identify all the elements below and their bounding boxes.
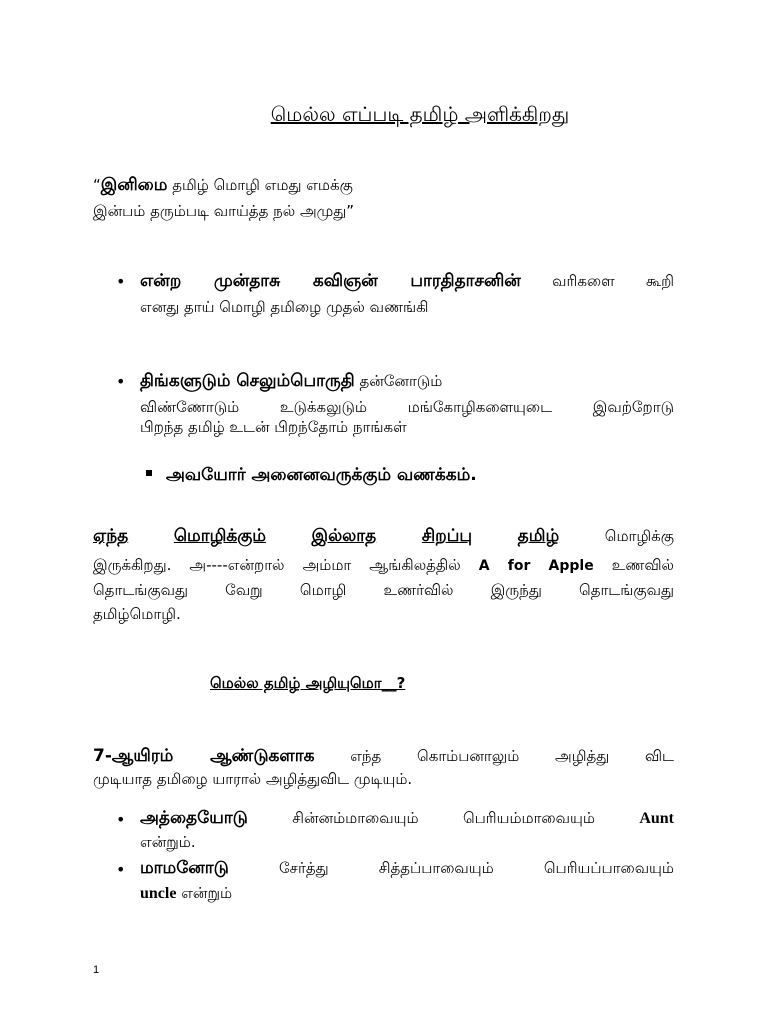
para-2-line-1 <box>93 745 674 767</box>
relation-2-bold: மாமனோடு <box>140 858 229 878</box>
square-bullet <box>146 470 152 476</box>
quote-line-1 <box>93 174 353 196</box>
quote-line-1-rest: தமிழ் மொழி எமது எமக்கு <box>167 176 353 194</box>
bullet-2-bold: திங்களுடும் செலும்பொருதி <box>140 371 355 391</box>
relation-1-rest: சின்னம்மாவையும் பெரியம்மாவையும் <box>247 809 640 827</box>
para-2-line-2: முடியாத தமிழை யாரால் அழித்துவிட முடியும். <box>93 770 413 788</box>
para-1-word: மொழிக்கு <box>604 527 674 545</box>
quote-bold-word: இனிமை <box>100 175 168 195</box>
para-1-line-4: தமிழ்மொழி. <box>93 605 181 623</box>
quote-open-mark: “ <box>93 176 101 194</box>
relation-1-line-1 <box>140 807 674 830</box>
page-title: மெல்ல எப்படி தமிழ் அளிக்கிறது <box>270 102 570 126</box>
bullet-1-line-1 <box>140 270 674 292</box>
para-1-word: மொழிக்கும் <box>173 526 266 546</box>
para-1-line-1 <box>93 525 674 547</box>
relation-1-bold: அத்தையோடு <box>140 808 248 828</box>
bullet-2-line-2: விண்ணோடும் உடுக்கலுடும் மங்கோழிகளையுடை இவற்றோடு <box>140 398 674 416</box>
aunt-word: Aunt <box>639 810 674 827</box>
para-1-word: சிறப்பு <box>421 526 473 546</box>
bullet-dot: • <box>116 860 126 879</box>
para-2-rest: எந்த கொம்பனாலும் அழித்து விட <box>314 747 674 765</box>
bullet-2-line-3: பிறந்த தமிழ் உடன் பிறந்தோம் நாங்கள் <box>140 418 407 436</box>
page-number: 1 <box>93 964 100 976</box>
relation-2-line-2 <box>140 882 232 905</box>
para-1-word: தமிழ் <box>517 526 560 546</box>
a-for-apple: A for Apple <box>478 558 594 574</box>
relation-2-rest: சேர்த்து சித்தப்பாவையும் பெரியப்பாவையும் <box>228 859 674 877</box>
bullet-2-line-1 <box>140 370 442 392</box>
bullet-2-rest: தன்னோடும் <box>354 372 443 390</box>
para-1-line-2-c: உணவில் <box>593 556 675 574</box>
relation-2-line-2-rest: என்றும் <box>176 884 233 902</box>
bullet-1-line-2: எனது தாய் மொழி தமிழை முதல் வணங்கி <box>140 298 429 316</box>
uncle-word: uncle <box>140 885 177 902</box>
relation-1-line-2: என்றும். <box>140 833 196 851</box>
bullet-1-bold: என்ற முன்தாசு கவிஞன் பாரதிதாசனின் <box>140 271 521 291</box>
section-heading: மெல்ல தமிழ் அழியுமொ__? <box>210 674 406 692</box>
quote-line-2: இன்பம் தரும்படி வாய்த்த நல் அமுது” <box>93 202 355 220</box>
greeting-line: அவயோர் அனைனவருக்கும் வணக்கம். <box>166 465 477 485</box>
para-1-line-3: தொடங்குவது வேறு மொழி உணர்வில் இருந்து தொடங்குவது <box>93 581 674 599</box>
para-1-word: ஏந்த <box>93 526 129 546</box>
bullet-dot: • <box>116 272 126 291</box>
para-1-word: இல்லாத <box>311 526 377 546</box>
bullet-1-rest: வரிகளை கூறி <box>520 272 674 290</box>
para-2-bold: 7-ஆயிரம் ஆண்டுகளாக <box>93 746 315 766</box>
para-1-line-2 <box>93 554 674 577</box>
bullet-dot: • <box>116 810 126 829</box>
relation-2-line-1 <box>140 857 674 879</box>
para-1-line-2-a: இருக்கிறது. அ----என்றால் அம்மா ஆங்கிலத்தில் <box>93 556 479 574</box>
bullet-dot: • <box>116 372 126 391</box>
